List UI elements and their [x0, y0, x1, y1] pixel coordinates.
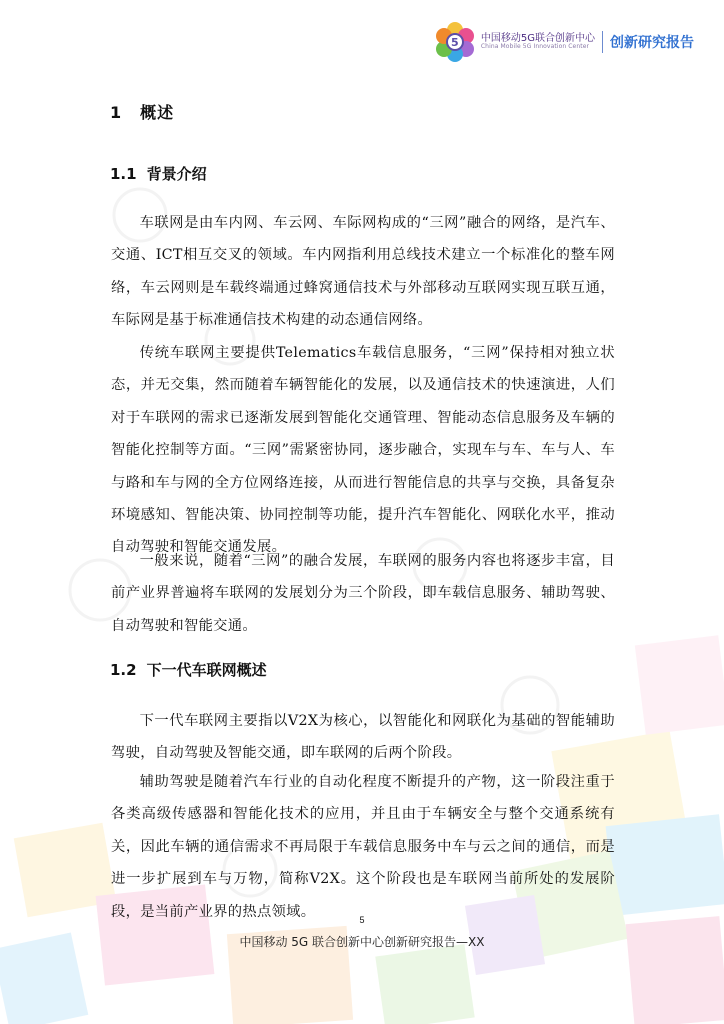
org-name-english: China Mobile 5G Innovation Center: [480, 43, 590, 51]
organization-name: [481, 33, 595, 51]
paragraph: 辅助驾驶是随着汽车行业的自动化程度不断提升的产物，这一阶段注重于各类高级传感器和智能化技术的应用，并且由于车辆安全与整个交通系统有关，因此车辆的通信需求不再局限于车载信息服务中车与云之间的通信，而是进一步扩展到车与万物，简称V2X。这个阶段也是车联网当前所处的发展阶段，是当前产业界的热点领域。: [111, 774, 615, 920]
report-label: 创新研究报告: [610, 35, 694, 51]
section-number: 1.2: [110, 661, 137, 679]
header-divider: [602, 31, 603, 53]
section-number: 1.1: [110, 165, 137, 183]
section-title: 概述: [140, 103, 175, 122]
paragraph: 下一代车联网主要指以V2X为核心，以智能化和网联化为基础的智能辅助驾驶，自动驾驶及智能交通，即车联网的后两个阶段。: [111, 713, 615, 762]
center-logo: [435, 22, 475, 62]
section-title: 下一代车联网概述: [146, 661, 267, 679]
paragraph: 传统车联网主要提供Telematics车载信息服务，“三网”保持相对独立状态，并无交集，然而随着车辆智能化的发展，以及通信技术的快速演进，人们对于车联网的需求已逐渐发展到智能化交通管理、智能动态信息服务及车辆的智能化控制等方面。“三网”需紧密协同，逐步融合，实现车与车、车与人、车与路和车与网的全方位网络连接，从而进行智能信息的共享与交换，具备复杂环境感知、智能决策、协同控制等功能，提升汽车智能化、网联化水平，推动自动驾驶和智能交通发展。: [111, 345, 615, 556]
page-footer: 中国移动 5G 联合创新中心创新研究报告—XX: [239, 935, 485, 949]
section-heading-1-1: [110, 163, 207, 184]
page-number: 5: [359, 915, 365, 925]
section-number: 1: [110, 103, 123, 122]
logo-center: 5: [446, 33, 464, 51]
paragraph: 一般来说，随着“三网”的融合发展，车联网的服务内容也将逐步丰富，目前产业界普遍将车联网的发展划分为三个阶段，即车载信息服务、辅助驾驶、自动驾驶和智能交通。: [111, 553, 615, 634]
report-header: [435, 22, 694, 62]
section-heading-1: [110, 100, 174, 123]
paragraph: 车联网是由车内网、车云网、车际网构成的“三网”融合的网络，是汽车、交通、ICT相互交叉的领域。车内网指利用总线技术建立一个标准化的整车网络，车云网则是车载终端通过蜂窝通信技术与外部移动互联网实现互联互通，车际网是基于标准通信技术构建的动态通信网络。: [111, 215, 615, 329]
org-name-chinese: 中国移动5G联合创新中心: [480, 33, 595, 45]
section-heading-1-2: [110, 659, 267, 680]
section-title: 背景介绍: [146, 165, 207, 183]
